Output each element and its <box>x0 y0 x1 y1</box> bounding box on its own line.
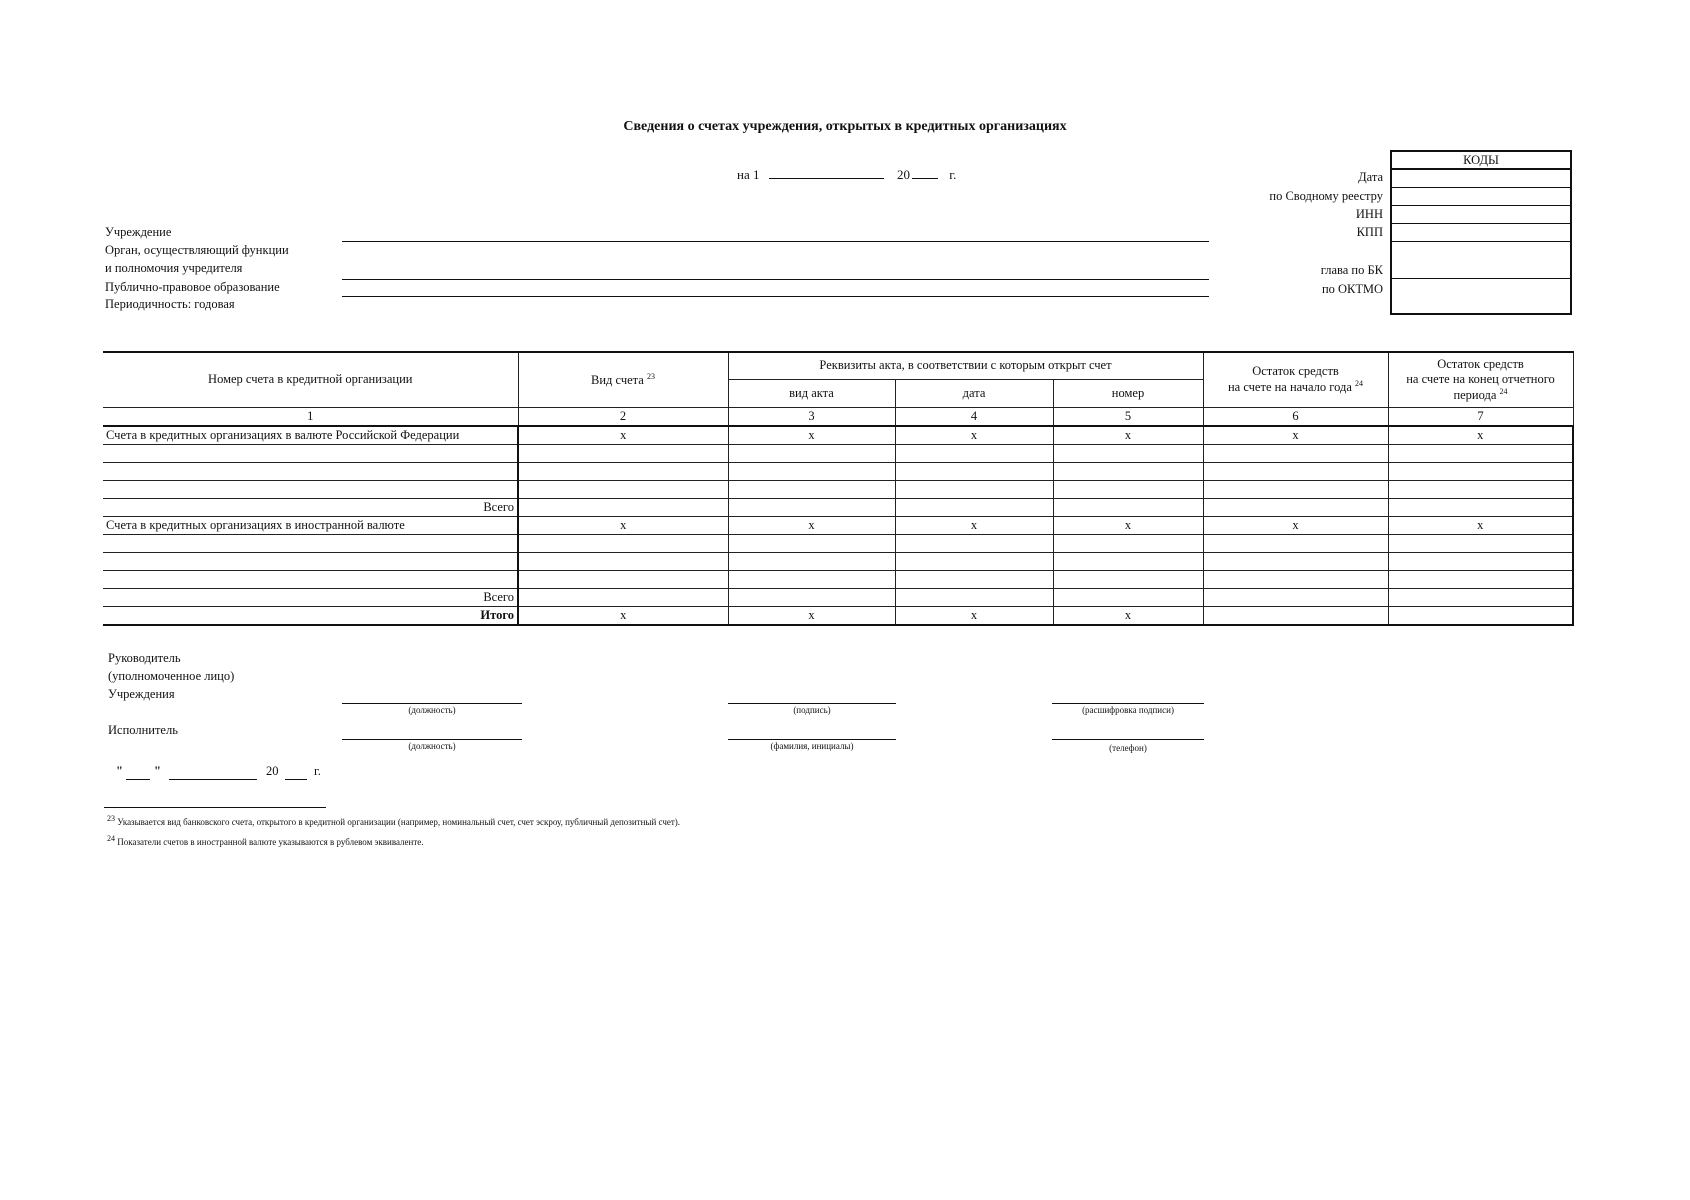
footnote-24: $^{24}$ Показатели счетов в иностранной валюте указываются в рублевом эквиваленте. <box>107 834 424 847</box>
codes-label-inn: ИНН <box>1355 207 1383 221</box>
codes-box <box>1390 150 1572 315</box>
head-label-line3: Учреждения <box>108 687 175 701</box>
executor-name-field[interactable] <box>728 739 896 740</box>
codes-label-bk: глава по БК <box>1320 263 1383 277</box>
table-row[interactable] <box>103 480 1573 498</box>
table-row[interactable] <box>103 534 1573 552</box>
column-numbers-row <box>103 407 1573 426</box>
header-act-details: Реквизиты акта, в соответствии с которым открыт счет <box>728 352 1203 379</box>
cross-mark: x <box>1053 426 1203 445</box>
head-position-caption: (должность) <box>408 705 456 715</box>
total-label: Всего <box>103 498 518 516</box>
codes-label-date: Дата <box>1358 170 1383 184</box>
codes-cell-kpp[interactable] <box>1392 224 1570 242</box>
header-act-type: вид акта <box>728 379 895 407</box>
head-label-line2: (уполномоченное лицо) <box>108 669 235 683</box>
cross-mark: x <box>895 426 1053 445</box>
col-number: 2 <box>518 407 728 426</box>
cross-mark: x <box>895 606 1053 625</box>
table-row[interactable] <box>103 570 1573 588</box>
header-act-number: номер <box>1053 379 1203 407</box>
period-day-month-blank[interactable] <box>769 166 884 179</box>
header-balance-end: Остаток средств на счете на конец отчетного периода $^{24}$ <box>1388 352 1573 407</box>
head-decode-caption: (расшифровка подписи) <box>1082 705 1174 715</box>
col-number: 4 <box>895 407 1053 426</box>
cross-mark: x <box>728 516 895 534</box>
founder-label-line2: и полномочия учредителя <box>105 261 243 275</box>
section-label-rub: Счета в кредитных организациях в валюте Российской Федерации <box>103 426 518 445</box>
period-prefix: на 1 <box>737 167 760 182</box>
cross-mark: x <box>518 516 728 534</box>
date-year-suffix: г. <box>314 764 321 778</box>
period-year-blank[interactable] <box>912 166 938 179</box>
head-decode-field[interactable] <box>1052 703 1204 704</box>
head-signature-field[interactable] <box>728 703 896 704</box>
date-year-prefix: 20 <box>266 764 279 778</box>
section-label-foreign: Счета в кредитных организациях в иностранной валюте <box>103 516 518 534</box>
executor-name-caption: (фамилия, инициалы) <box>770 741 854 751</box>
col-number: 6 <box>1203 407 1388 426</box>
head-label-line1: Руководитель <box>108 651 181 665</box>
grand-total-row <box>103 606 1573 625</box>
period-line <box>737 166 956 183</box>
cross-mark: x <box>1053 516 1203 534</box>
codes-cell-registry[interactable] <box>1392 188 1570 206</box>
table-row[interactable] <box>103 552 1573 570</box>
cross-mark: x <box>895 516 1053 534</box>
cross-mark: x <box>1203 516 1388 534</box>
cross-mark: x <box>518 426 728 445</box>
codes-cell-inn[interactable] <box>1392 206 1570 224</box>
date-month-field[interactable] <box>169 779 257 780</box>
codes-label-oktmo: по ОКТМО <box>1321 282 1383 296</box>
table-row[interactable] <box>103 444 1573 462</box>
period-year-prefix: 20 <box>896 167 910 182</box>
cross-mark: x <box>518 606 728 625</box>
executor-phone-caption: (телефон) <box>1109 743 1147 753</box>
date-day-field[interactable] <box>126 779 150 780</box>
footnote-23: $^{23}$ Указывается вид банковского счета, открытого в кредитной организации (например, номинальный счет, счет эскроу, публичный депозитный счет). <box>107 814 681 827</box>
executor-phone-field[interactable] <box>1052 739 1204 740</box>
cross-mark: x <box>1388 426 1573 445</box>
section-row-foreign <box>103 516 1573 534</box>
public-entity-label: Публично-правовое образование <box>105 280 280 294</box>
head-signature-caption: (подпись) <box>793 705 831 715</box>
institution-label: Учреждение <box>105 225 172 239</box>
col-number: 7 <box>1388 407 1573 426</box>
header-account-number: Номер счета в кредитной организации <box>103 352 518 407</box>
cross-mark: x <box>1388 516 1573 534</box>
public-entity-field[interactable] <box>342 296 1209 297</box>
cross-mark: x <box>1203 426 1388 445</box>
date-quote-open: " <box>116 764 123 778</box>
codes-label-registry: по Сводному реестру <box>1269 189 1383 203</box>
codes-label-kpp: КПП <box>1356 225 1383 239</box>
accounts-table <box>103 351 1574 626</box>
executor-position-field[interactable] <box>342 739 522 740</box>
executor-position-caption: (должность) <box>408 741 456 751</box>
header-act-date: дата <box>895 379 1053 407</box>
date-quote-close: " <box>154 764 161 778</box>
periodicity-label: Периодичность: годовая <box>105 297 235 311</box>
col-number: 5 <box>1053 407 1203 426</box>
cross-mark: x <box>728 606 895 625</box>
executor-label: Исполнитель <box>108 723 178 737</box>
cross-mark: x <box>1053 606 1203 625</box>
table-row[interactable] <box>103 462 1573 480</box>
total-row-foreign <box>103 588 1573 606</box>
date-year-field[interactable] <box>285 779 307 780</box>
total-label: Всего <box>103 588 518 606</box>
codes-cell-oktmo[interactable] <box>1392 279 1570 297</box>
col-number: 1 <box>103 407 518 426</box>
head-position-field[interactable] <box>342 703 522 704</box>
total-row-rub <box>103 498 1573 516</box>
period-year-suffix: г. <box>949 167 957 182</box>
section-row-rub <box>103 426 1573 445</box>
founder-label-line1: Орган, осуществляющий функции <box>105 243 289 257</box>
codes-header: КОДЫ <box>1392 152 1570 170</box>
page-title: Сведения о счетах учреждения, открытых в кредитных организациях <box>623 119 1067 134</box>
cross-mark: x <box>728 426 895 445</box>
codes-cell-date[interactable] <box>1392 170 1570 188</box>
header-balance-start: Остаток средств на счете на начало года $^{24}$ <box>1203 352 1388 407</box>
col-number: 3 <box>728 407 895 426</box>
codes-cell-bk[interactable] <box>1392 242 1570 279</box>
grand-total-label: Итого <box>103 606 518 625</box>
header-account-type: Вид счета $^{23}$ <box>518 352 728 407</box>
institution-field[interactable] <box>342 241 1209 242</box>
footnote-separator <box>104 807 326 808</box>
founder-field[interactable] <box>342 279 1209 280</box>
